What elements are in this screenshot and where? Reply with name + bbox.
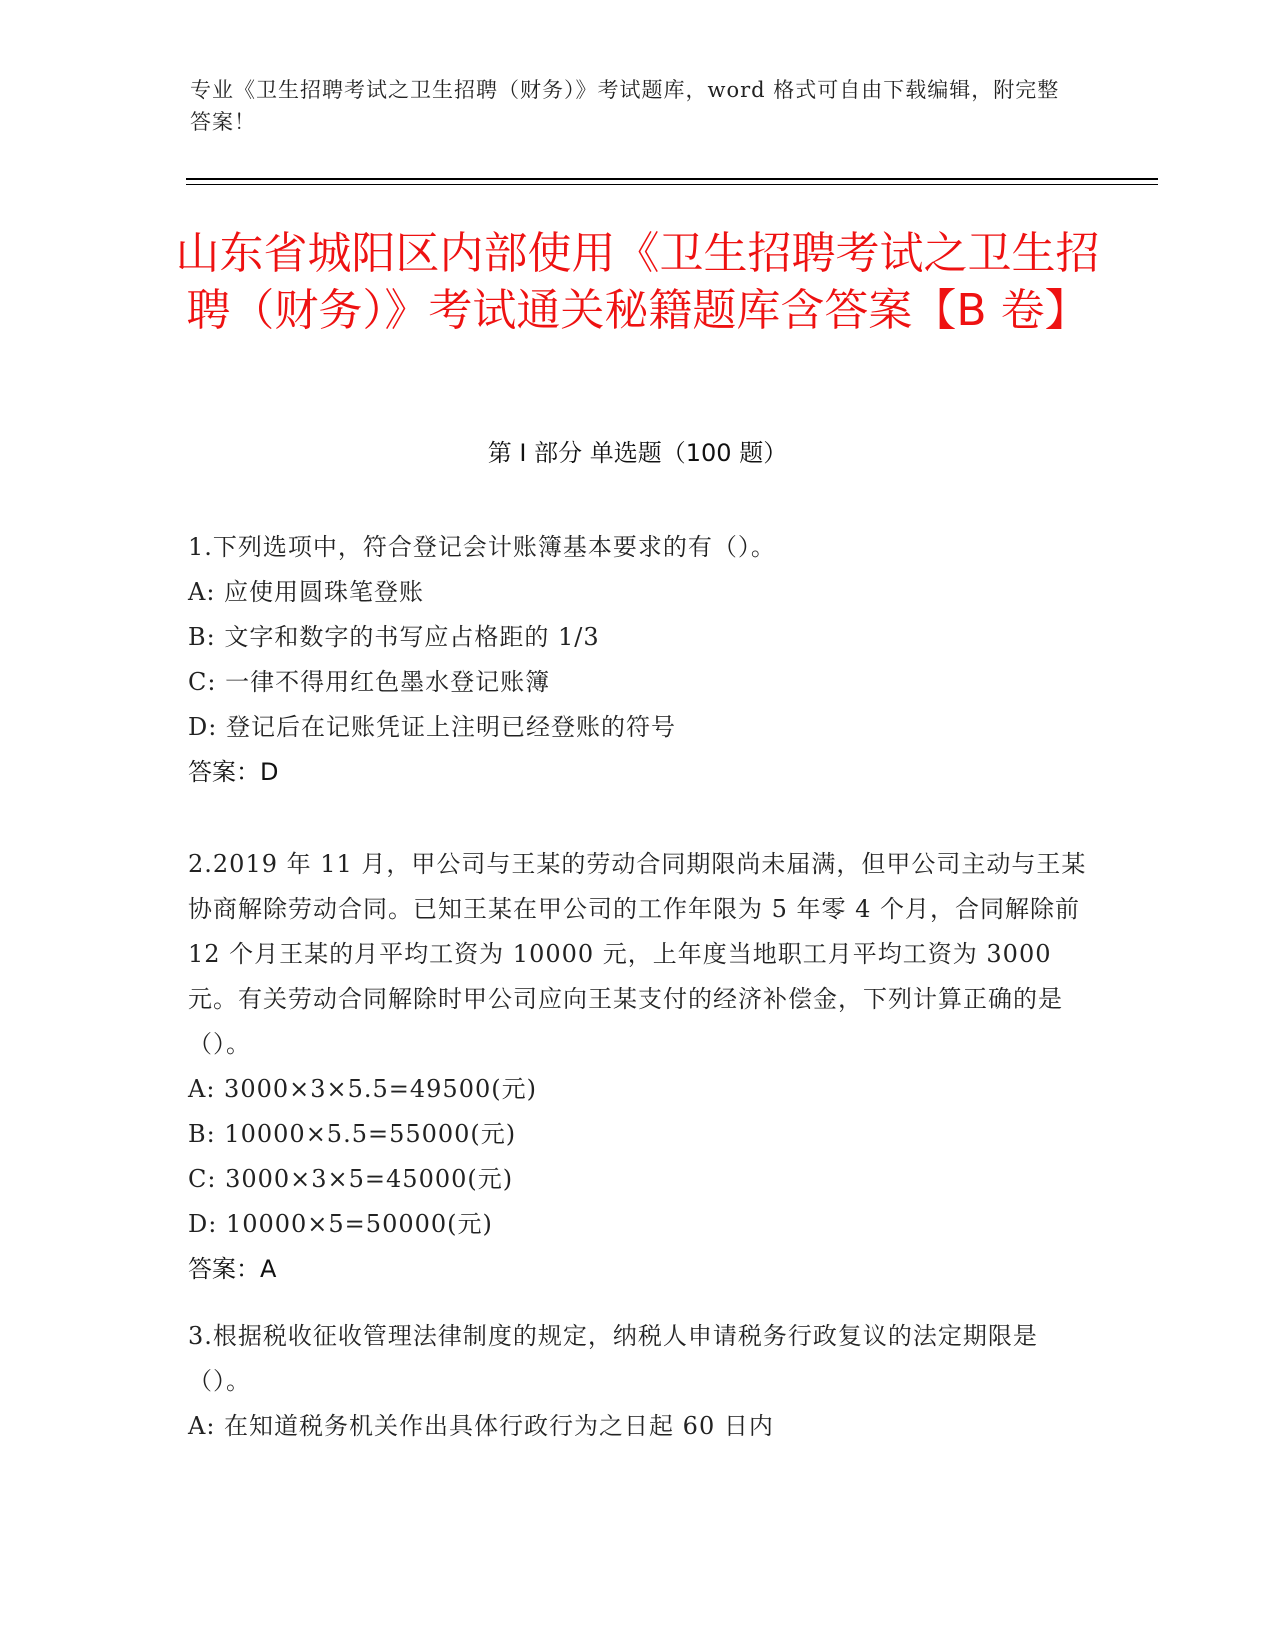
option-b: B: 10000×5.5=55000(元): [188, 1120, 517, 1148]
question-2: [188, 842, 1088, 1292]
header-rule-thin: [186, 184, 1158, 185]
header-note: 专业《卫生招聘考试之卫生招聘（财务）》考试题库，word 格式可自由下载编辑，附完整答案！: [190, 78, 1060, 134]
header-rule-thick: [186, 178, 1158, 180]
option-c: C: 3000×3×5=45000(元): [188, 1165, 514, 1193]
option-b: B: 文字和数字的书写应占格距的 1/3: [188, 623, 600, 651]
answer: 答案：A: [188, 1255, 277, 1283]
question-stem: 3.根据税收征收管理法律制度的规定，纳税人申请税务行政复议的法定期限是（）。: [188, 1322, 1038, 1395]
option-c: C: 一律不得用红色墨水登记账簿: [188, 668, 551, 696]
section-title: 第 I 部分 单选题（100 题）: [487, 439, 788, 467]
option-d: D: 登记后在记账凭证上注明已经登账的符号: [188, 713, 676, 741]
option-a: A: 3000×3×5.5=49500(元): [188, 1075, 537, 1103]
question-stem: 2.2019 年 11 月，甲公司与王某的劳动合同期限尚未届满，但甲公司主动与王某协商解除劳动合同。已知王某在甲公司的工作年限为 5 年零 4 个月，合同解除前 12 个月王某的月平均工资为 10000 元，上年度当地职工月平均工资为 3000 元。有关劳动合同解除时甲公司应向王某支付的经济补偿金，下列计算正确的是（）。: [188, 850, 1087, 1058]
option-a: A: 在知道税务机关作出具体行政行为之日起 60 日内: [188, 1412, 774, 1440]
answer: 答案：D: [188, 758, 279, 786]
question-stem: 1.下列选项中，符合登记会计账簿基本要求的有（）。: [188, 533, 776, 561]
question-1: [188, 525, 1088, 795]
option-d: D: 10000×5=50000(元): [188, 1210, 493, 1238]
option-a: A: 应使用圆珠笔登账: [188, 578, 425, 606]
question-3: [188, 1314, 1088, 1449]
document-title: 山东省城阳区内部使用《卫生招聘考试之卫生招聘（财务）》考试通关秘籍题库含答案【B 卷】: [175, 228, 1100, 336]
